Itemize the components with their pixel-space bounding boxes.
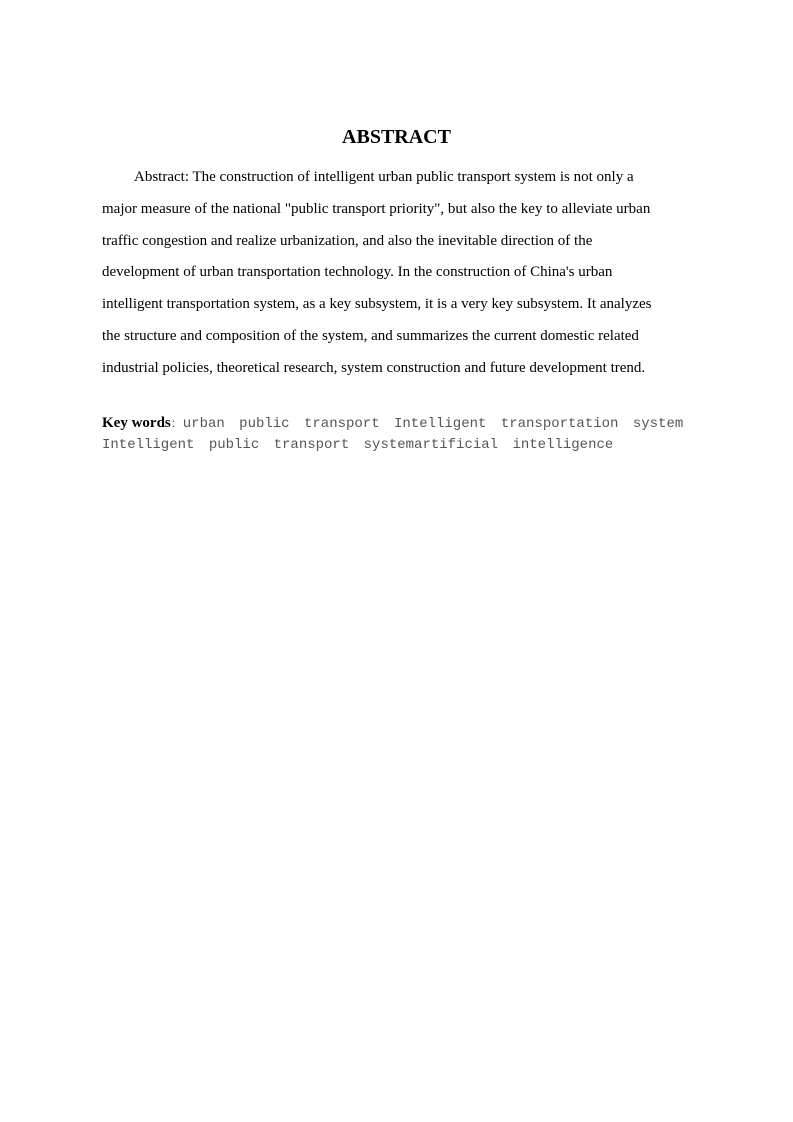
keywords-block bbox=[102, 412, 702, 454]
abstract-line: traffic congestion and realize urbanization, and also the inevitable direction of the bbox=[102, 232, 593, 249]
keywords-text: Intelligent public transport systemartificial intelligence bbox=[102, 437, 614, 453]
keywords-label: Key words bbox=[102, 415, 171, 431]
abstract-line: Abstract: The construction of intelligent urban public transport system is not only a bbox=[134, 169, 634, 185]
abstract-line: intelligent transportation system, as a key subsystem, it is a very key subsystem. It analyzes bbox=[102, 296, 652, 313]
abstract-line: development of urban transportation technology. In the construction of China's urban bbox=[102, 264, 613, 281]
page-title: ABSTRACT bbox=[342, 126, 451, 148]
keywords-line bbox=[102, 412, 702, 433]
abstract-line: industrial policies, theoretical research, system construction and future development trend. bbox=[102, 359, 646, 376]
abstract-line: major measure of the national "public transport priority", but also the key to alleviate urban bbox=[102, 200, 651, 217]
keywords-separator: ： bbox=[170, 416, 183, 430]
keywords-line bbox=[102, 433, 702, 454]
keywords-text: urban public transport Intelligent transportation system bbox=[182, 416, 684, 432]
abstract-line: the structure and composition of the system, and summarizes the current domestic related bbox=[102, 327, 639, 344]
abstract-paragraph bbox=[102, 162, 692, 385]
